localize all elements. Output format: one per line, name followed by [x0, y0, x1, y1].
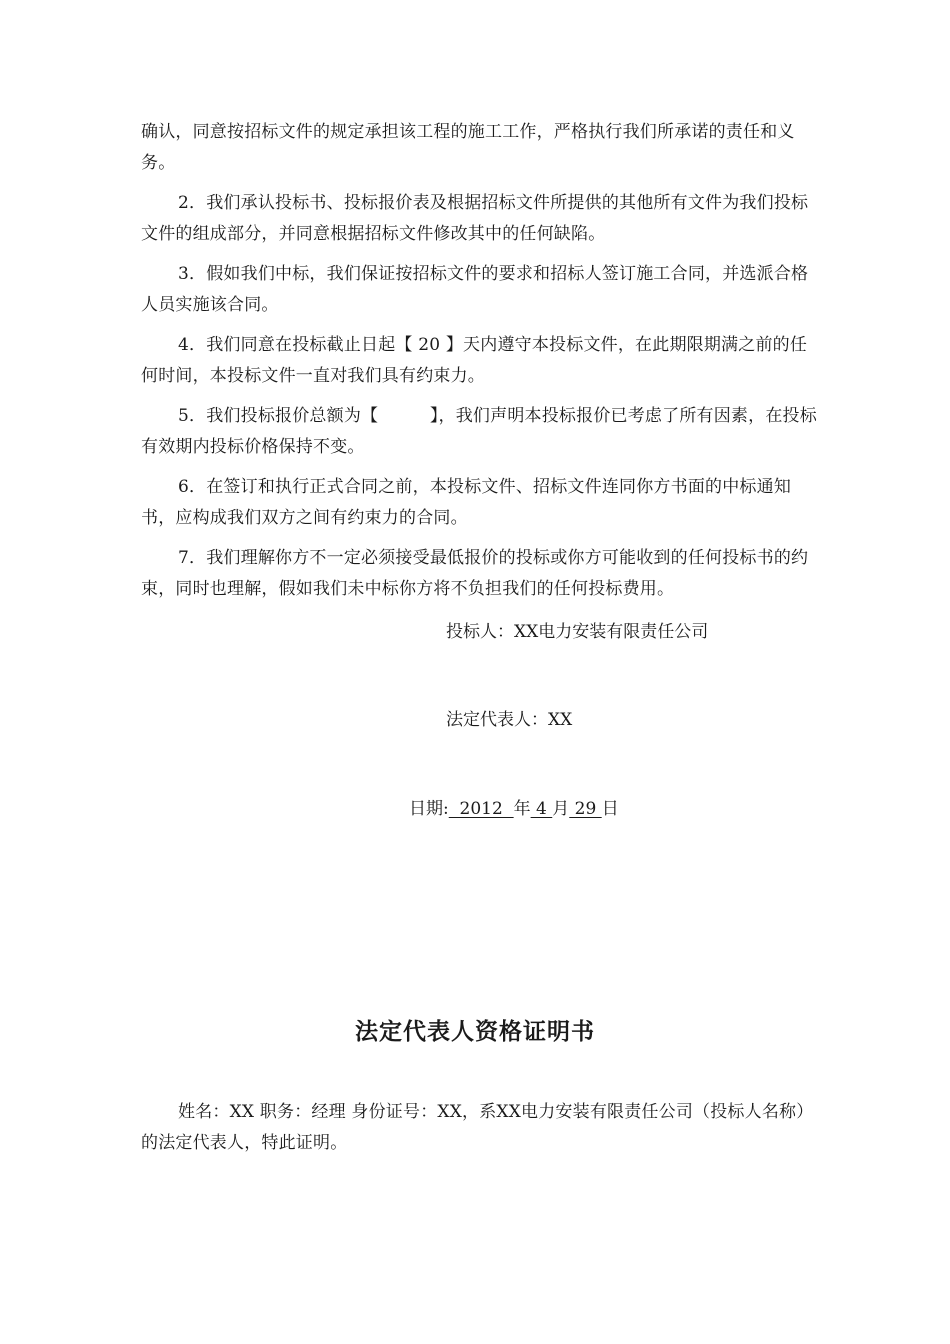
paragraph-continuation: 确认，同意按招标文件的规定承担该工程的施工工作，严格执行我们所承诺的责任和义务。	[141, 122, 795, 173]
date-month-unit: 月	[552, 799, 570, 819]
certificate-body: 姓名：XX 职务：经理 身份证号：XX，系XX电力安装有限责任公司（投标人名称）的法定代表人，特此证明。	[141, 1102, 814, 1153]
bidder-signature: 投标人：XX电力安装有限责任公司	[446, 622, 709, 642]
paragraph-item-3: 3．假如我们中标，我们保证按招标文件的要求和招标人签订施工合同，并选派合格人员实施该合同。	[141, 264, 809, 315]
certificate-title: 法定代表人资格证明书	[355, 1018, 595, 1045]
date-month: 4	[530, 799, 553, 819]
date-year: 2012	[448, 799, 514, 819]
date-day-unit: 日	[601, 799, 619, 819]
date-day: 29	[569, 799, 602, 819]
paragraph-item-4: 4．我们同意在投标截止日起【 20 】天内遵守本投标文件，在此期限期满之前的任何时间，本投标文件一直对我们具有约束力。	[141, 335, 808, 386]
date-line	[409, 797, 619, 821]
date-label: 日期:	[409, 799, 449, 819]
paragraph-item-5: 5．我们投标报价总额为【 】，我们声明本投标报价已考虑了所有因素，在投标有效期内投标价格保持不变。	[141, 406, 817, 457]
paragraph-item-7: 7．我们理解你方不一定必须接受最低报价的投标或你方可能收到的任何投标书的约束，同时也理解，假如我们未中标你方将不负担我们的任何投标费用。	[141, 548, 809, 599]
paragraph-item-6: 6．在签订和执行正式合同之前，本投标文件、招标文件连同你方书面的中标通知书，应构成我们双方之间有约束力的合同。	[141, 477, 792, 528]
legal-representative-signature: 法定代表人：XX	[446, 710, 573, 730]
date-year-unit: 年	[513, 799, 531, 819]
paragraph-item-2: 2．我们承认投标书、投标报价表及根据招标文件所提供的其他所有文件为我们投标文件的组成部分，并同意根据招标文件修改其中的任何缺陷。	[141, 193, 809, 244]
